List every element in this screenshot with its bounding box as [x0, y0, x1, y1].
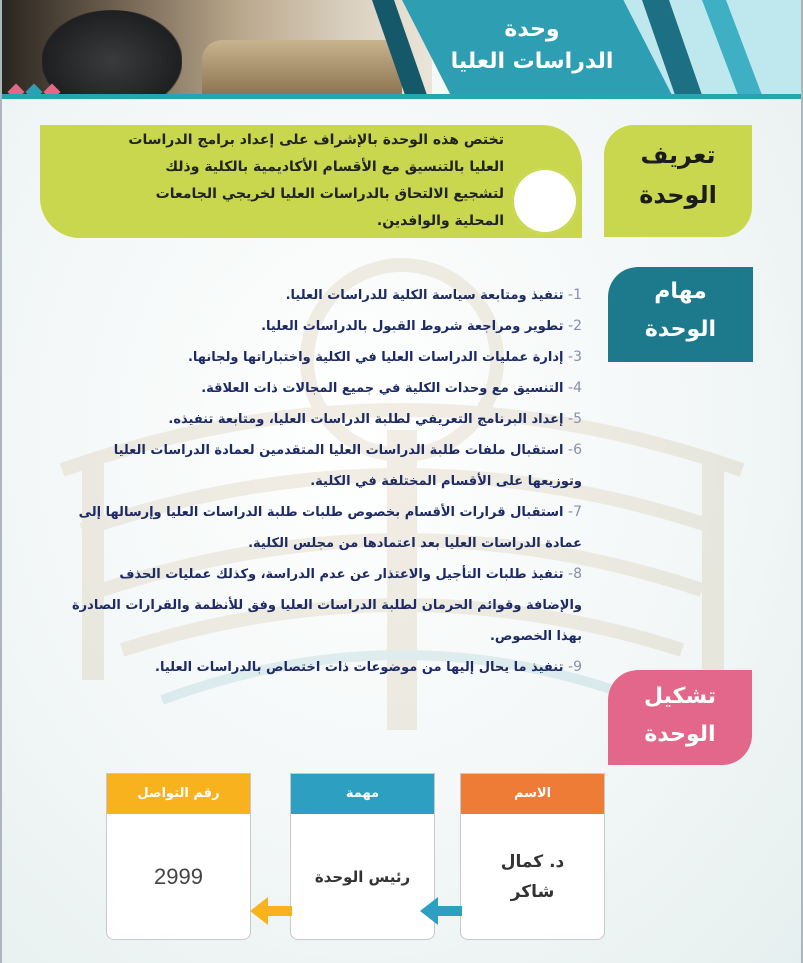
- task-item: 4- التنسيق مع وحدات الكلية في جميع المجالات ذات العلاقة.: [201, 380, 582, 396]
- task-item: 6- استقبال ملفات طلبة الدراسات العليا المتقدمين لعمادة الدراسات العليا وتوزيعها على الأقسام المختلفة في الكلية.: [113, 442, 582, 489]
- tasks-list: [62, 280, 582, 683]
- tab-unit-formation-line2: الوحدة: [644, 722, 716, 747]
- tab-unit-tasks-line1: مهام: [654, 279, 707, 304]
- page-title: [432, 14, 632, 78]
- page-title-line1: وحدة: [504, 17, 560, 42]
- header-banner: [2, 0, 803, 95]
- tab-unit-definition-line1: تعريف: [640, 141, 716, 169]
- member-name-card: [460, 773, 605, 940]
- member-contact-card: [106, 773, 251, 940]
- books-image: [202, 40, 402, 95]
- member-role-card: [290, 773, 435, 940]
- task-item: 7- استقبال قرارات الأقسام بخصوص طلبات طلبة الدراسات العليا وإرسالها إلى عمادة الدراسات العليا بعد اعتمادها من مجلس الكلية.: [78, 504, 582, 551]
- member-name: د. كمال شاكر: [500, 851, 565, 902]
- task-item: 5- إعداد البرنامج التعريفي لطلبة الدراسات العليا، ومتابعة تنفيذه.: [168, 411, 582, 427]
- task-item: 1- تنفيذ ومتابعة سياسة الكلية للدراسات العليا.: [285, 287, 582, 303]
- tab-unit-formation-line1: تشكيل: [643, 684, 717, 709]
- tab-unit-formation: [608, 670, 752, 765]
- task-item: 3- إدارة عمليات الدراسات العليا في الكلية واختباراتها ولجانها.: [187, 349, 582, 365]
- header-divider: [2, 94, 803, 99]
- tab-unit-tasks: [608, 267, 753, 362]
- arrow-left-icon: [420, 897, 462, 925]
- task-item: 2- تطوير ومراجعة شروط القبول بالدراسات العليا.: [261, 318, 582, 334]
- role-column-header: مهمة: [291, 774, 434, 814]
- member-role: رئيس الوحدة: [314, 867, 411, 886]
- name-column-header: الاسم: [461, 774, 604, 814]
- task-item: 8- تنفيذ طلبات التأجيل والاعتذار عن عدم الدراسة، وكذلك عمليات الحذف والإضافة وقوائم الحرمان لطلبة الدراسات العليا وفق للأنظمة والقرارات الصادرة بهذا الخصوص.: [72, 566, 582, 644]
- member-contact-number: 2999: [154, 863, 203, 889]
- graduation-cap-image: [42, 10, 182, 95]
- definition-text: تختص هذه الوحدة بالإشراف على إعداد برامج الدراسات العليا بالتنسيق مع الأقسام الأكاديمية بالكلية وذلك لتشجيع الالتحاق بالدراسات العليا لخريجي الجامعات المحلية والوافدين.: [128, 132, 504, 229]
- graduation-photo: [2, 0, 432, 95]
- contact-column-header: رقم التواصل: [107, 774, 250, 814]
- tab-unit-tasks-line2: الوحدة: [644, 317, 717, 342]
- circle-ornament: [512, 168, 578, 234]
- tab-unit-definition: [604, 125, 752, 237]
- arrow-left-icon: [250, 897, 292, 925]
- task-item: 9- تنفيذ ما يحال إليها من موضوعات ذات اختصاص بالدراسات العليا.: [155, 659, 582, 675]
- tab-unit-definition-line2: الوحدة: [639, 181, 717, 209]
- page-title-line2: الدراسات العليا: [450, 49, 614, 74]
